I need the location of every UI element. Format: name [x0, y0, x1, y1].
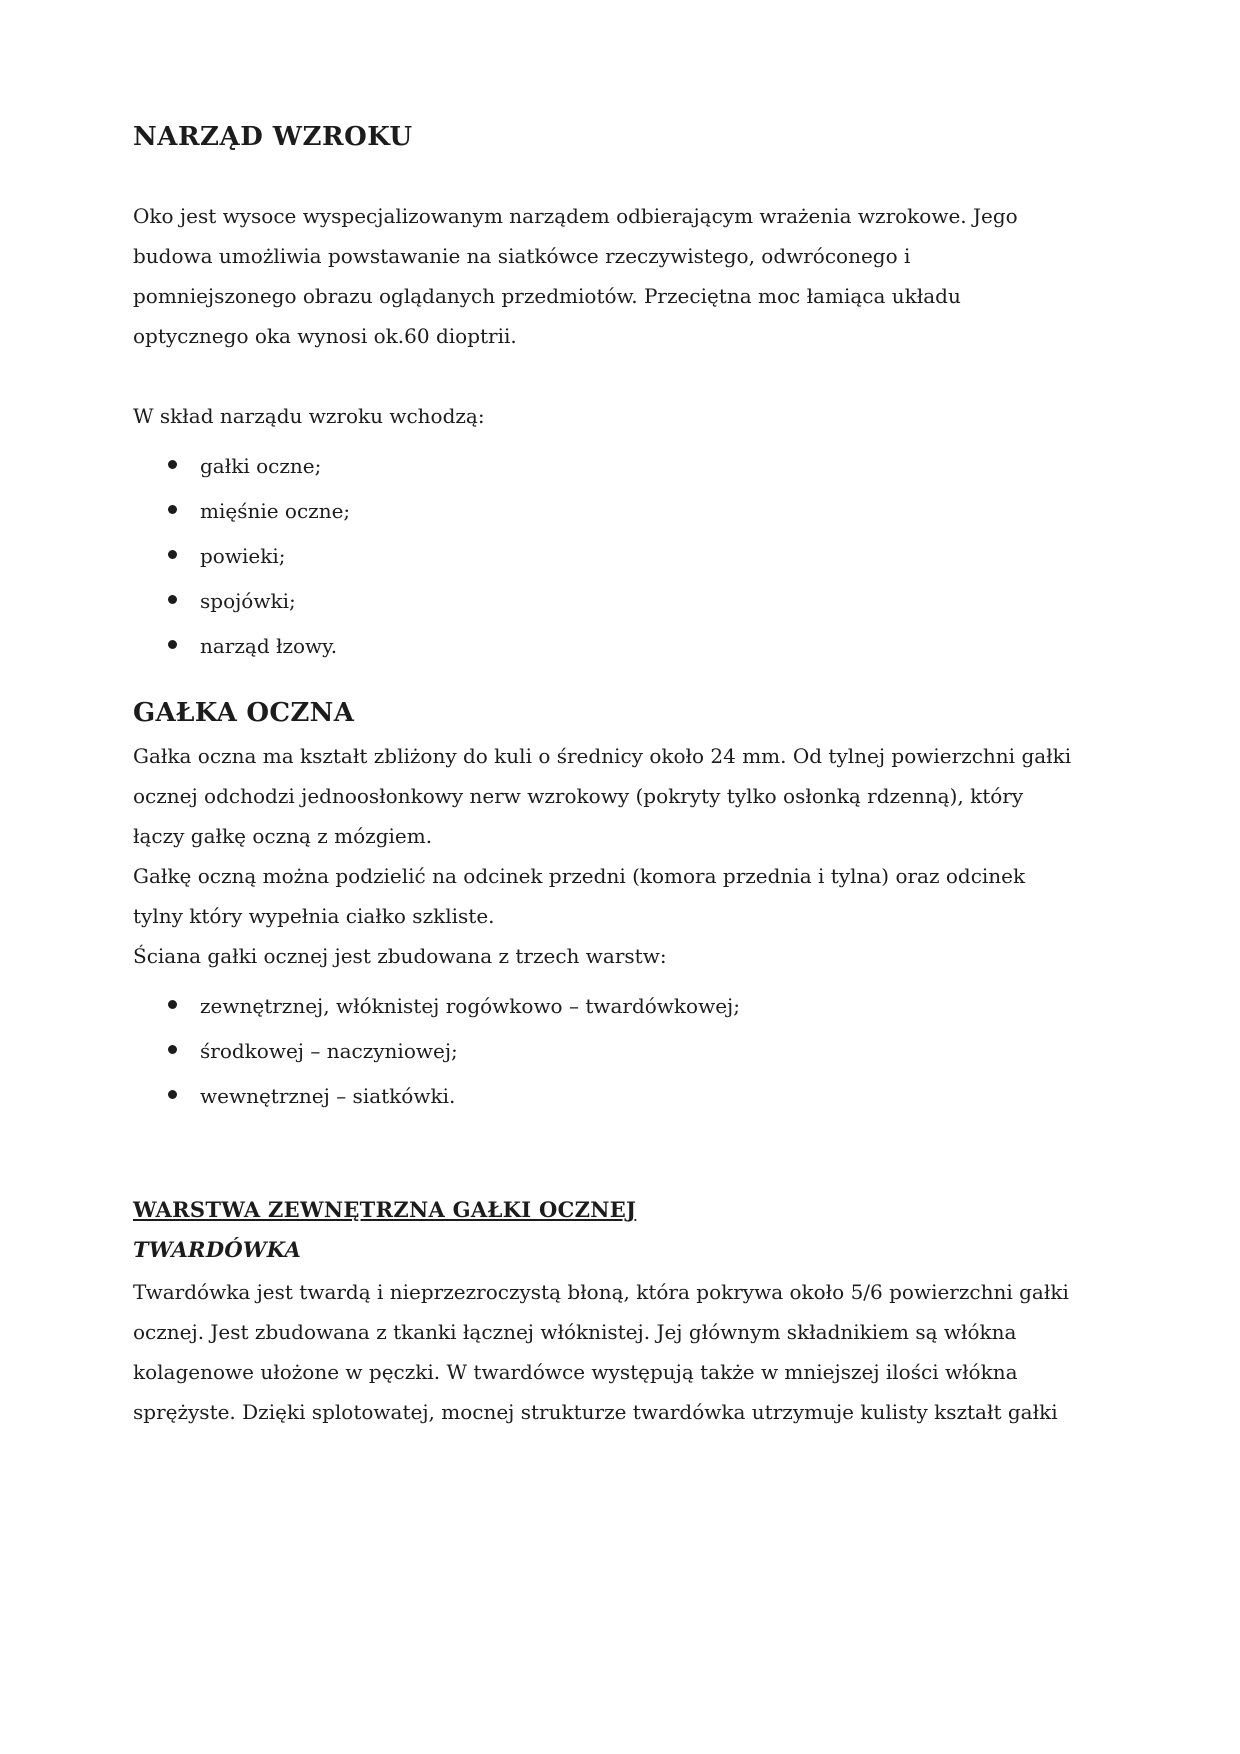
section2-paragraph: Twardówka jest twardą i nieprzezroczystą błoną, która pokrywa około 5/6 powierzchni gałki ocznej. Jest zbudowana z tkanki łącznej włóknistej. Jej głównym składnikiem są włókna kolagenowe ułożone w pęczki. W twardówce występują także w mniejszej ilości włókna sprężyste. Dzięki splotowatej, mocnej strukturze twardówka utrzymuje kulisty kształt gałki [133, 1280, 1069, 1424]
bullet-icon [168, 505, 177, 514]
list-item-label: narząd łzowy. [200, 634, 338, 658]
list-item-label: spojówki; [200, 589, 296, 613]
list-item-label: środkowej – naczyniowej; [200, 1039, 458, 1063]
eyeball-layers-list [133, 986, 1080, 1116]
list-item-label: zewnętrznej, włóknistej rogówkowo – twardówkowej; [200, 994, 740, 1018]
list-item [133, 986, 1080, 1026]
list-item [133, 581, 1080, 621]
list-item-label: powieki; [200, 544, 286, 568]
bullet-icon [168, 460, 177, 469]
section1-paragraph-1: Gałka oczna ma kształt zbliżony do kuli o średnicy około 24 mm. Od tylnej powierzchni gałki ocznej odchodzi jednoosłonkowy nerw wzrokowy (pokryty tylko osłonką rdzenną), który łączy gałkę oczną z mózgiem. [133, 744, 1072, 848]
list-item-label: gałki oczne; [200, 454, 322, 478]
bullet-icon [168, 640, 177, 649]
outer-layer-section [133, 1190, 1080, 1432]
list1-intro: W skład narządu wzroku wchodzą: [133, 404, 485, 428]
subsection-heading-twardowka: TWARDÓWKA [133, 1237, 302, 1262]
bullet-icon [168, 595, 177, 604]
list-item-label: wewnętrznej – siatkówki. [200, 1084, 456, 1108]
section1-paragraph-2: Gałkę oczną można podzielić na odcinek przedni (komora przednia i tylna) oraz odcinek tylny który wypełnia ciałko szkliste. [133, 864, 1026, 928]
list-item [133, 446, 1080, 486]
section1-paragraph-3: Ściana gałki ocznej jest zbudowana z trzech warstw: [133, 944, 667, 968]
list-item [133, 1031, 1080, 1071]
intro-paragraph: Oko jest wysoce wyspecjalizowanym narządem odbierającym wrażenia wzrokowe. Jego budowa umożliwia powstawanie na siatkówce rzeczywistego, odwróconego i pomniejszonego obrazu oglądanych przedmiotów. Przeciętna moc łamiąca układu optycznego oka wynosi ok.60 dioptrii. [133, 204, 1018, 348]
document-title: NARZĄD WZROKU [133, 122, 413, 152]
bullet-icon [168, 550, 177, 559]
vision-organ-list [133, 446, 1080, 666]
bullet-icon [168, 1045, 177, 1054]
section-heading-warstwa-zewnetrzna: WARSTWA ZEWNĘTRZNA GAŁKI OCZNEJ [133, 1197, 637, 1222]
section-heading-galka-oczna: GAŁKA OCZNA [133, 698, 355, 728]
list-item [133, 626, 1080, 666]
bullet-icon [168, 1000, 177, 1009]
list-item-label: mięśnie oczne; [200, 499, 351, 523]
list-item [133, 536, 1080, 576]
list-item [133, 491, 1080, 531]
bullet-icon [168, 1090, 177, 1099]
list-item [133, 1076, 1080, 1116]
